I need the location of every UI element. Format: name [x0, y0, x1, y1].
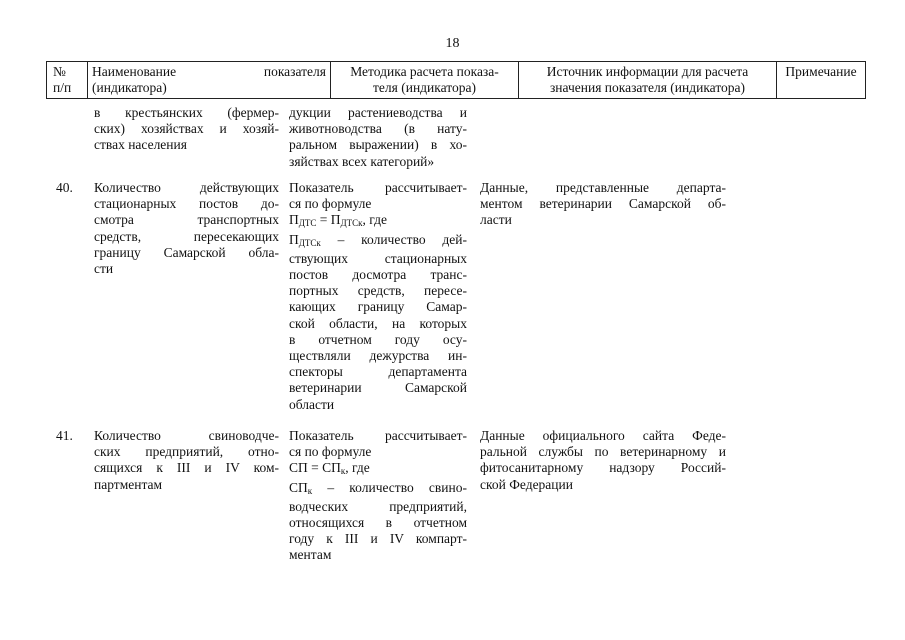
text-line: области [289, 396, 335, 412]
header-note [777, 62, 865, 98]
text-line: ветеринарии Самарской [289, 380, 467, 396]
text-line: водческих предприятий, [289, 498, 467, 514]
header-source [519, 62, 777, 98]
definition-text: – количество дей- [320, 231, 467, 247]
row-41-num: 41. [56, 428, 73, 443]
formula-line [289, 460, 467, 479]
formula-subscript: к [340, 466, 346, 477]
definition-line [289, 232, 467, 251]
text-line: в крестьянских (фермер- [94, 105, 279, 120]
header-name-line: (индикатора) [92, 80, 167, 95]
text-line: ральной службы по ветеринарному и [480, 444, 726, 460]
text-line: средств, пересекающих [94, 228, 279, 244]
row-40-name [94, 180, 279, 277]
header-source-line: Источник информации для расчета [546, 64, 749, 79]
text-line: ласти [480, 212, 512, 228]
formula-subscript: ДТСк [340, 218, 363, 229]
formula-line [289, 212, 467, 231]
formula-subscript: ДТСк [298, 237, 321, 248]
page-number: 18 [445, 36, 460, 51]
text-line: ментам [289, 547, 332, 563]
formula-symbol: СП = СП [289, 460, 341, 476]
text-line: сящихся к III и IV ком- [94, 460, 279, 476]
row-41-name [94, 428, 279, 493]
row-40-method [289, 180, 467, 413]
text-line: ской Федерации [480, 476, 573, 492]
formula-symbol: П [289, 231, 299, 247]
header-name-line: Наименование показателя [92, 64, 326, 79]
formula-text: , где [362, 212, 388, 228]
text-line: в отчетном году осу- [289, 331, 467, 347]
header-method-line: Методика расчета показа- [350, 64, 499, 79]
header-name [88, 62, 331, 98]
continuation-method [289, 105, 467, 170]
text-line: ся по формуле [289, 444, 372, 460]
text-line: сти [94, 261, 114, 277]
text-line: постов досмотра транс- [289, 267, 467, 283]
header-num [47, 62, 88, 98]
formula-text: , где [345, 460, 370, 476]
definition-line [289, 480, 467, 499]
text-line: смотра транспортных [94, 212, 279, 228]
table-header [46, 61, 866, 99]
header-source-line: значения показателя (индикатора) [549, 80, 746, 95]
text-line: Количество свиноводче- [94, 428, 279, 443]
text-line: Количество действующих [94, 180, 279, 195]
text-line: ской области, на которых [289, 315, 467, 331]
continuation-name [94, 105, 279, 154]
text-line: относящихся в отчетном [289, 515, 467, 531]
text-line: ся по формуле [289, 196, 372, 212]
text-line: ральном выражении) в хо- [289, 137, 467, 153]
row-40-source [480, 180, 726, 229]
header-note-line: Примечание [785, 64, 857, 79]
text-line: ствующих стационарных [289, 250, 467, 266]
row-41-method [289, 428, 467, 564]
text-line: спекторы департамента [289, 364, 467, 380]
formula-symbol: = П [316, 212, 341, 228]
text-line: границу Самарской обла- [94, 244, 279, 260]
text-line: дукции растениеводства и [289, 105, 467, 120]
text-line: ментом ветеринарии Самарской об- [480, 196, 726, 212]
header-num-line: № [53, 64, 66, 79]
formula-symbol: П [289, 212, 299, 228]
text-line: кающих границу Самар- [289, 299, 467, 315]
text-line: ществляли дежурства ин- [289, 348, 467, 364]
text-line: стационарных постов до- [94, 196, 279, 212]
text-line: зяйствах всех категорий» [289, 153, 435, 169]
formula-subscript: к [307, 485, 313, 496]
text-line: партментам [94, 476, 163, 492]
row-40-num: 40. [56, 180, 73, 195]
formula-subscript: ДТС [298, 218, 317, 229]
text-line: Показатель рассчитывает- [289, 180, 467, 195]
text-line: Показатель рассчитывает- [289, 428, 467, 443]
header-num-line: п/п [53, 80, 72, 95]
formula-symbol: СП [289, 479, 308, 495]
text-line: Данные официального сайта Феде- [480, 428, 726, 443]
text-line: году к III и IV компарт- [289, 531, 467, 547]
text-line: Данные, представленные департа- [480, 180, 726, 195]
text-line: ствах населения [94, 137, 187, 153]
row-41-source [480, 428, 726, 493]
text-line: ских) хозяйствах и хозяй- [94, 121, 279, 137]
definition-text: – количество свино- [312, 479, 467, 495]
header-method-line: теля (индикатора) [373, 80, 476, 95]
text-line: портных средств, пересе- [289, 283, 467, 299]
text-line: животноводства (в нату- [289, 121, 467, 137]
header-method [331, 62, 519, 98]
text-line: фитосанитарному надзору Россий- [480, 460, 726, 476]
text-line: ских предприятий, отно- [94, 444, 279, 460]
